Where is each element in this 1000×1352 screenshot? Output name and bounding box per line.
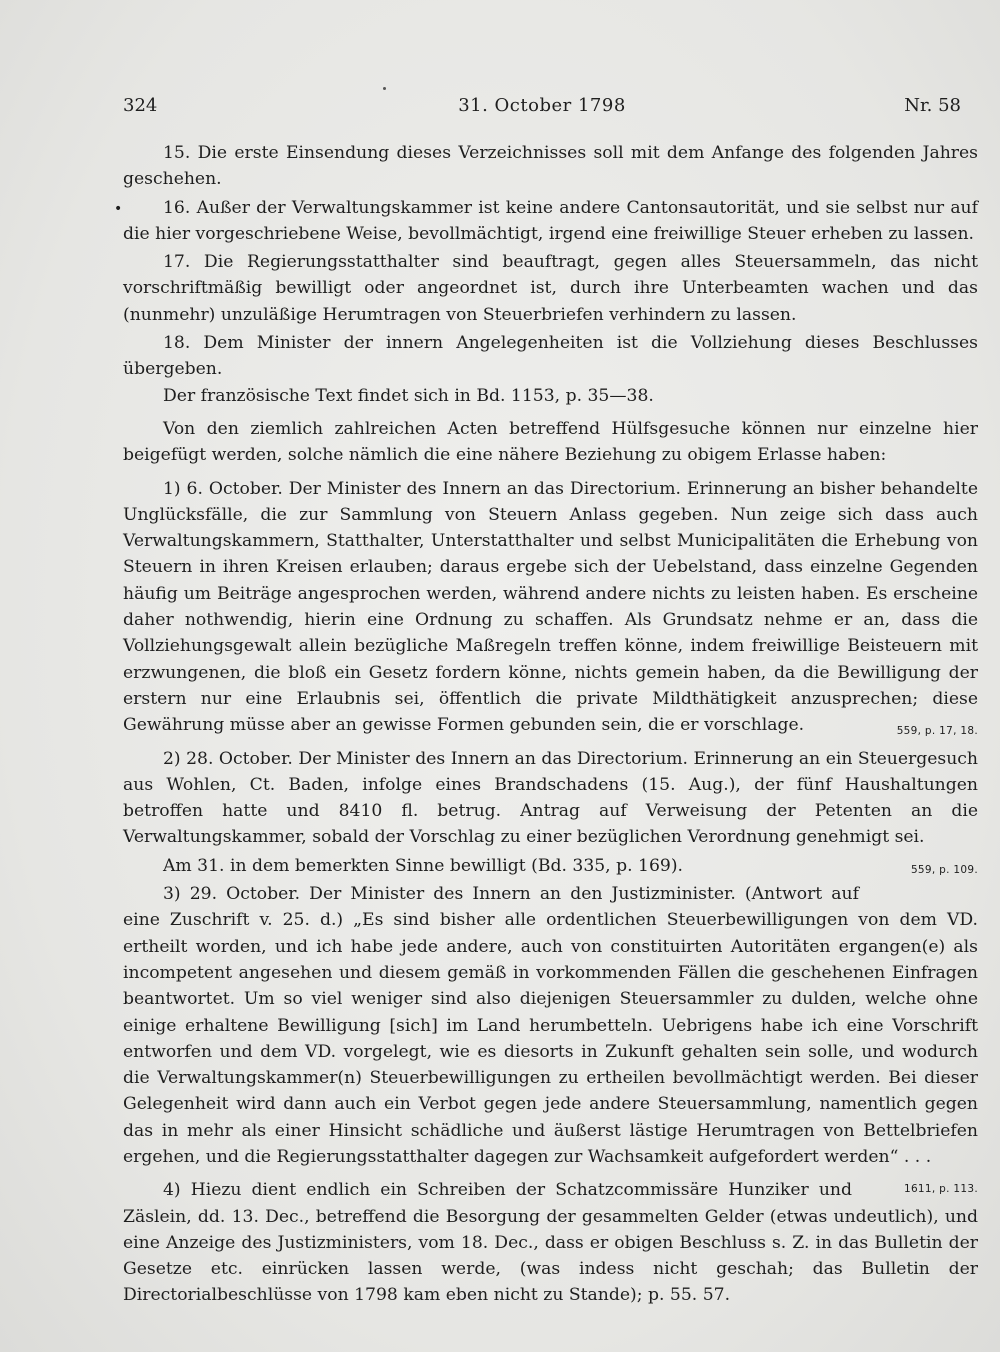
act-3-reference: 1611, p. 113.	[903, 1183, 978, 1196]
document-number: Nr. 58	[904, 95, 961, 116]
act-3-text: 3) 29. October. Der Minister des Innern an den Justizminister. (Antwort auf eine Zuschrift v. 25. d.) „Es sind bisher alle ordentlichen Steuerbewilligungen von dem VD. ertheilt worden, und ich habe jede andere, auch von constituirten Autoritäten ergangen(e) als incompetent angesehen und diesem gemäß in vorkommenden Fällen die geschehenen Einfragen beantwortet. Um so viel weniger sind also diejenigen Steuersammler zu dulden, welche ohne einige erhaltene Bewilligung [sich] im Land herumbetteln. Uebrigens habe ich eine Vorschrift entworfen und dem VD. vorgelegt, wie es diesorts in Zukunft gehalten sein solle, und wodurch die Verwaltungskammer(n) Steuerbewilligungen zu ertheilen bevollmächtigt werden. Bei dieser Gelegenheit wird dann auch ein Verbot gegen jede andere Steuersammlung, namentlich gegen das in mehr als einer Hinsicht schädliche und äußerst lästige Herumtragen von Bettelbriefen ergehen, und die Regierungsstatthalter dagegen zur Wachsamkeit aufgefordert werden“ . . .	[123, 884, 978, 1167]
paragraph-17: 17. Die Regierungsstatthalter sind beauftragt, gegen alles Steuersammeln, das nicht vorschriftmäßig bewilligt oder angeordnet ist, durch ihre Unterbeamten wachen und das (nunmehr) unzuläßige Herumtragen von Steuerbriefen verhindern zu lassen.	[123, 252, 978, 325]
act-1-text: 1) 6. October. Der Minister des Innern an das Directorium. Erinnerung an bisher behandelte Unglücksfälle, die zur Sammlung von Steuern Anlass gegeben. Nun zeige sich dass auch Verwaltungskammern, Statthalter, Unterstatthalter und selbst Municipalitäten die Erhebung von Steuern in ihren Kreisen erlauben; daraus ergebe sich der Uebelstand, dass einzelne Gegenden häufig um Beiträge angesprochen werden, während andere nichts zu leisten haben. Es erscheine daher nothwendig, hierin eine Ordnung zu schaffen. Als Grundsatz nehme er an, dass die Vollziehungsgewalt allein bezügliche Maßregeln treffen könne, indem freiwillige Beisteuern mit erzwungenen, die bloß ein Gesetz fordern könne, nichts gemein haben, da die Bewilligung der erstern nur eine Erlaubnis sei, öffentlich die private Mildthätigkeit anzusprechen; diese Gewährung müsse aber an gewisse Formen gebunden sein, die er vorschlage.	[123, 478, 978, 736]
margin-mark: •	[114, 201, 123, 217]
page-number: 324	[123, 95, 158, 116]
intro-paragraph: Von den ziemlich zahlreichen Acten betreffend Hülfsgesuche können nur einzelne hier beigefügt werden, solche nämlich die eine nähere Beziehung zu obigem Erlasse haben:	[123, 418, 978, 466]
paragraph-15: 15. Die erste Einsendung dieses Verzeichnisses soll mit dem Anfange des folgenden Jahres geschehen.	[123, 143, 978, 190]
act-1-reference: 559, p. 17, 18.	[896, 725, 978, 738]
act-2-text: 2) 28. October. Der Minister des Innern an das Directorium. Erinnerung an ein Steuergesuch aus Wohlen, Ct. Baden, infolge eines Brandschadens (15. Aug.), der fünf Haushaltungen betroffen hatte und 8410 fl. betrug. Antrag auf Verweisung der Petenten an die Verwaltungskammer, sobald der Vorschlag zu einer bezüglichen Verordnung genehmigt sei.	[123, 748, 978, 848]
act-1	[123, 476, 978, 739]
paragraph-16: 16. Außer der Verwaltungskammer ist keine andere Cantonsautorität, und sie selbst nur auf die hier vorgeschriebene Weise, bevollmächtigt, irgend eine freiwillige Steuer erheben zu lassen.	[123, 197, 978, 244]
header-date: 31. October 1798	[458, 95, 626, 116]
act-3	[123, 881, 978, 1196]
source-note: Der französische Text findet sich in Bd. 1153, p. 35—38.	[163, 385, 654, 406]
act-2-reference: 559, p. 109.	[910, 863, 978, 876]
act-4: 4) Hiezu dient endlich ein Schreiben der Schatzcommissäre Hunziker und Zäslein, dd. 13. Dec., betreffend die Besorgung der gesammelten Gelder (etwas undeutlich), und eine Anzeige des Justizministers, vom 18. Dec., dass er obigen Beschluss s. Z. in das Bulletin der Gesetze etc. einrücken lassen werde, (was indess nicht geschah; das Bulletin der Directorialbeschlüsse von 1798 kam eben nicht zu Stande); p. 55. 57.	[123, 1180, 978, 1306]
page-header	[123, 95, 961, 125]
act-2-note: Am 31. in dem bemerkten Sinne bewilligt (Bd. 335, p. 169).	[163, 855, 684, 876]
paragraph-18: 18. Dem Minister der innern Angelegenheiten ist die Vollziehung dieses Beschlusses übergeben.	[123, 333, 978, 380]
page-body	[123, 140, 978, 1316]
ink-speck	[383, 87, 386, 90]
